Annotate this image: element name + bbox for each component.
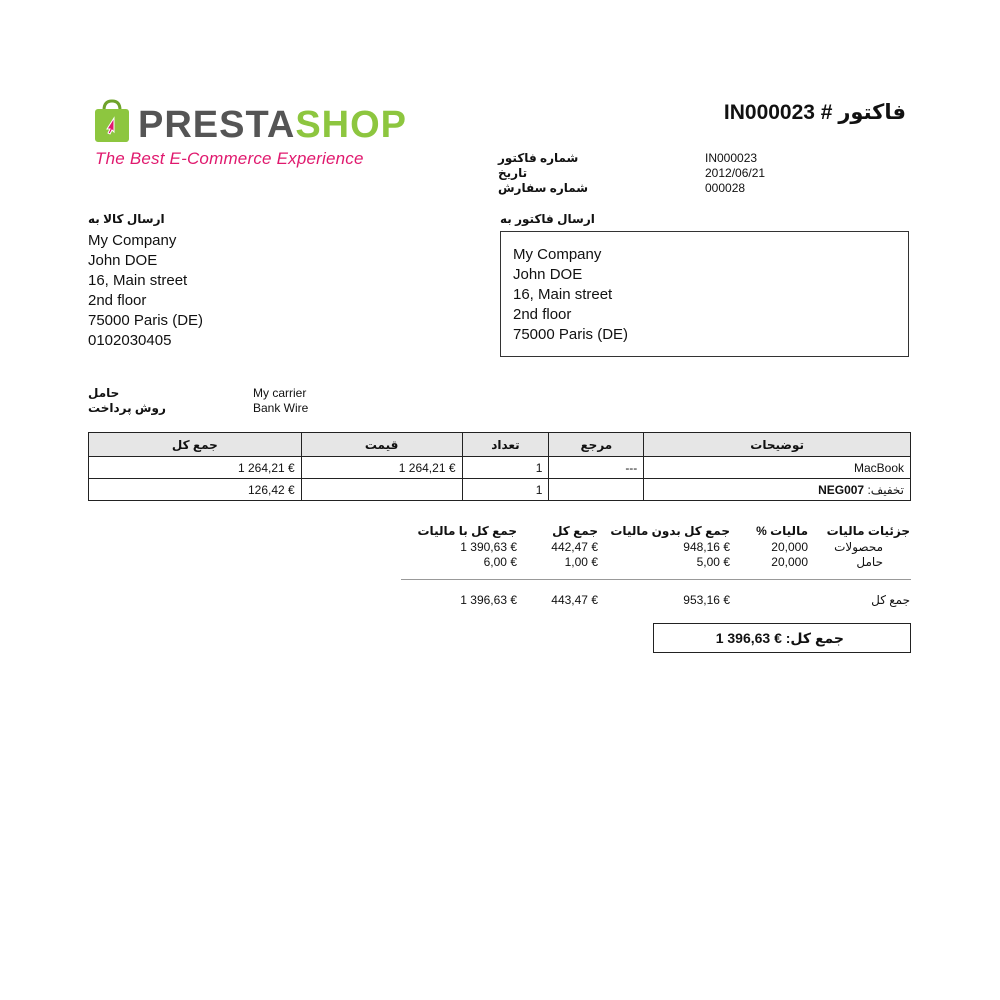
tax-header-tax-total: جمع کل <box>552 524 598 538</box>
tax-total-tax: 443,47 € <box>551 593 598 607</box>
shipping-street: 16, Main street <box>88 272 188 289</box>
col-header-price: قیمت <box>301 433 462 457</box>
carrier-values <box>253 386 308 416</box>
tax-row-tax-total: 442,47 € <box>551 540 598 554</box>
tax-row-excl: 948,16 € <box>683 540 730 554</box>
tax-row-rate: 20,000 <box>771 555 808 569</box>
tax-header-detail: جزئیات مالیات <box>826 524 910 538</box>
grand-total <box>716 630 844 647</box>
tax-row-incl: 6,00 € <box>483 555 517 569</box>
table-row <box>89 457 911 479</box>
grand-total-label: جمع کل: <box>785 630 844 646</box>
row-total: 126,42 € <box>89 479 302 501</box>
products-table <box>88 432 911 501</box>
brand-wordmark: PRESTASHOP <box>138 104 408 146</box>
tax-total-incl: 1 396,63 € <box>460 593 517 607</box>
shipping-address-title: ارسال کالا به <box>88 212 165 226</box>
row-price <box>301 479 462 501</box>
grand-total-value: 1 396,63 € <box>715 630 782 646</box>
tax-row-label: محصولات <box>834 540 883 554</box>
tax-total-excl: 953,16 € <box>683 593 730 607</box>
billing-address <box>513 245 628 345</box>
shipping-phone: 0102030405 <box>88 332 172 349</box>
invoice-meta-labels <box>498 151 588 196</box>
billing-address-title: ارسال فاکتور به <box>500 212 595 226</box>
tax-header-rate: % مالیات <box>756 524 808 538</box>
row-reference: --- <box>549 457 644 479</box>
row-price: 1 264,21 € <box>301 457 462 479</box>
brand-tagline: The Best E-Commerce Experience <box>95 149 364 168</box>
shipping-company: My Company <box>88 232 177 249</box>
tax-row-incl: 1 390,63 € <box>460 540 517 554</box>
shopping-bag-logo-icon <box>92 98 132 144</box>
tax-row-tax-total: 1,00 € <box>564 555 598 569</box>
carrier-value: My carrier <box>253 386 307 400</box>
carrier-label: حامل <box>88 386 120 400</box>
tax-total-label: جمع کل <box>871 593 910 607</box>
order-number-value: 000028 <box>705 181 746 195</box>
row-qty: 1 <box>462 479 549 501</box>
row-description <box>644 479 911 501</box>
tax-header-excl: جمع کل بدون مالیات <box>610 524 730 538</box>
shipping-name: John DOE <box>88 252 158 269</box>
row-description: MacBook <box>644 457 911 479</box>
tax-row-excl: 5,00 € <box>696 555 730 569</box>
shipping-city: 75000 Paris (DE) <box>88 312 204 329</box>
shipping-street2: 2nd floor <box>88 292 147 309</box>
row-reference <box>549 479 644 501</box>
shipping-address <box>88 231 203 351</box>
tax-row-rate: 20,000 <box>771 540 808 554</box>
order-number-label: شماره سفارش <box>498 181 589 195</box>
col-header-reference: مرجع <box>549 433 644 457</box>
col-header-description: توضیحات <box>644 433 911 457</box>
tax-row-label: حامل <box>856 555 883 569</box>
invoice-meta-values <box>705 151 765 196</box>
invoice-number-label: شماره فاکتور <box>498 151 579 165</box>
billing-city: 75000 Paris (DE) <box>513 326 629 343</box>
billing-street2: 2nd floor <box>513 306 572 323</box>
billing-company: My Company <box>513 246 602 263</box>
tax-divider <box>401 579 911 580</box>
invoice-date-label: تاریخ <box>498 166 528 180</box>
table-row <box>89 479 911 501</box>
invoice-date-value: 2012/06/21 <box>705 166 766 180</box>
discount-label: تخفیف: <box>867 482 904 497</box>
tax-header-incl: جمع کل با مالیات <box>417 524 517 538</box>
billing-street: 16, Main street <box>513 286 613 303</box>
row-qty: 1 <box>462 457 549 479</box>
row-total: 1 264,21 € <box>89 457 302 479</box>
col-header-qty: تعداد <box>462 433 549 457</box>
payment-method-label: روش پرداخت <box>88 401 166 415</box>
products-header-row <box>89 433 911 457</box>
discount-code: NEG007 <box>818 482 865 497</box>
payment-method-value: Bank Wire <box>253 401 309 415</box>
carrier-labels <box>88 386 166 416</box>
invoice-title: فاکتور # IN000023 <box>723 101 906 124</box>
col-header-total: جمع کل <box>89 433 302 457</box>
billing-name: John DOE <box>513 266 583 283</box>
invoice-number-value: IN000023 <box>705 151 758 165</box>
